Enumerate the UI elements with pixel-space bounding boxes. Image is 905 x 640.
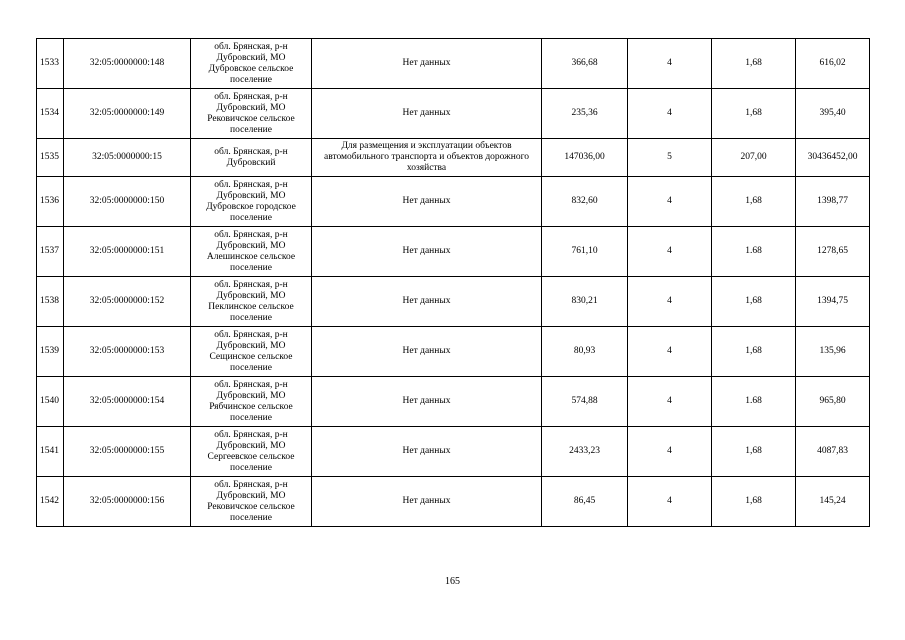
area-cell: 574,88 [542,377,628,427]
row-number-cell: 1541 [37,427,64,477]
page-number: 165 [445,576,460,587]
area-cell: 832,60 [542,177,628,227]
value-cell: 4087,83 [796,427,870,477]
value-cell: 135,96 [796,327,870,377]
table-row [37,427,870,477]
address-cell: обл. Брянская, р-н Дубровский, МО Рябчинское сельское поселение [191,377,312,427]
area-cell: 2433,23 [542,427,628,477]
area-cell: 830,21 [542,277,628,327]
rate-cell: 1,68 [712,277,796,327]
group-cell: 4 [628,277,712,327]
rate-cell: 1,68 [712,477,796,527]
rate-cell: 1.68 [712,377,796,427]
rate-cell: 1,68 [712,177,796,227]
value-cell: 1398,77 [796,177,870,227]
table-row [37,327,870,377]
group-cell: 4 [628,39,712,89]
address-cell: обл. Брянская, р-н Дубровский [191,139,312,177]
address-cell: обл. Брянская, р-н Дубровский, МО Пеклинское сельское поселение [191,277,312,327]
table-row [37,477,870,527]
row-number-cell: 1539 [37,327,64,377]
area-cell: 80,93 [542,327,628,377]
group-cell: 4 [628,477,712,527]
cadastral-number-cell: 32:05:0000000:151 [64,227,191,277]
purpose-cell: Нет данных [312,477,542,527]
cadastral-number-cell: 32:05:0000000:149 [64,89,191,139]
purpose-cell: Нет данных [312,377,542,427]
purpose-cell: Нет данных [312,89,542,139]
rate-cell: 1.68 [712,227,796,277]
area-cell: 86,45 [542,477,628,527]
row-number-cell: 1533 [37,39,64,89]
group-cell: 4 [628,89,712,139]
row-number-cell: 1540 [37,377,64,427]
group-cell: 4 [628,177,712,227]
purpose-cell: Нет данных [312,227,542,277]
cadastral-number-cell: 32:05:0000000:150 [64,177,191,227]
purpose-cell: Нет данных [312,39,542,89]
row-number-cell: 1534 [37,89,64,139]
address-cell: обл. Брянская, р-н Дубровский, МО Сещинское сельское поселение [191,327,312,377]
purpose-cell: Нет данных [312,277,542,327]
value-cell: 965,80 [796,377,870,427]
land-registry-table [36,38,870,527]
group-cell: 4 [628,427,712,477]
area-cell: 147036,00 [542,139,628,177]
value-cell: 1394,75 [796,277,870,327]
group-cell: 4 [628,377,712,427]
table-row [37,139,870,177]
table-row [37,277,870,327]
group-cell: 4 [628,227,712,277]
address-cell: обл. Брянская, р-н Дубровский, МО Дубровское сельское поселение [191,39,312,89]
address-cell: обл. Брянская, р-н Дубровский, МО Сергеевское сельское поселение [191,427,312,477]
table-row [37,89,870,139]
area-cell: 761,10 [542,227,628,277]
table-row [37,177,870,227]
cadastral-number-cell: 32:05:0000000:156 [64,477,191,527]
rate-cell: 1,68 [712,427,796,477]
purpose-cell: Нет данных [312,427,542,477]
address-cell: обл. Брянская, р-н Дубровский, МО Алешинское сельское поселение [191,227,312,277]
value-cell: 616,02 [796,39,870,89]
value-cell: 145,24 [796,477,870,527]
row-number-cell: 1536 [37,177,64,227]
rate-cell: 1,68 [712,327,796,377]
cadastral-number-cell: 32:05:0000000:148 [64,39,191,89]
rate-cell: 207,00 [712,139,796,177]
address-cell: обл. Брянская, р-н Дубровский, МО Рековичское сельское поселение [191,477,312,527]
cadastral-number-cell: 32:05:0000000:154 [64,377,191,427]
table-row [37,39,870,89]
table-row [37,377,870,427]
table-row [37,227,870,277]
address-cell: обл. Брянская, р-н Дубровский, МО Дубровское городское поселение [191,177,312,227]
value-cell: 395,40 [796,89,870,139]
cadastral-number-cell: 32:05:0000000:155 [64,427,191,477]
group-cell: 5 [628,139,712,177]
row-number-cell: 1535 [37,139,64,177]
rate-cell: 1,68 [712,39,796,89]
row-number-cell: 1542 [37,477,64,527]
purpose-cell: Для размещения и эксплуатации объектов автомобильного транспорта и объектов дорожного хозяйства [312,139,542,177]
cadastral-number-cell: 32:05:0000000:152 [64,277,191,327]
row-number-cell: 1538 [37,277,64,327]
area-cell: 366,68 [542,39,628,89]
purpose-cell: Нет данных [312,327,542,377]
value-cell: 30436452,00 [796,139,870,177]
rate-cell: 1,68 [712,89,796,139]
purpose-cell: Нет данных [312,177,542,227]
group-cell: 4 [628,327,712,377]
area-cell: 235,36 [542,89,628,139]
row-number-cell: 1537 [37,227,64,277]
value-cell: 1278,65 [796,227,870,277]
cadastral-number-cell: 32:05:0000000:153 [64,327,191,377]
address-cell: обл. Брянская, р-н Дубровский, МО Рековичское сельское поселение [191,89,312,139]
cadastral-number-cell: 32:05:0000000:15 [64,139,191,177]
